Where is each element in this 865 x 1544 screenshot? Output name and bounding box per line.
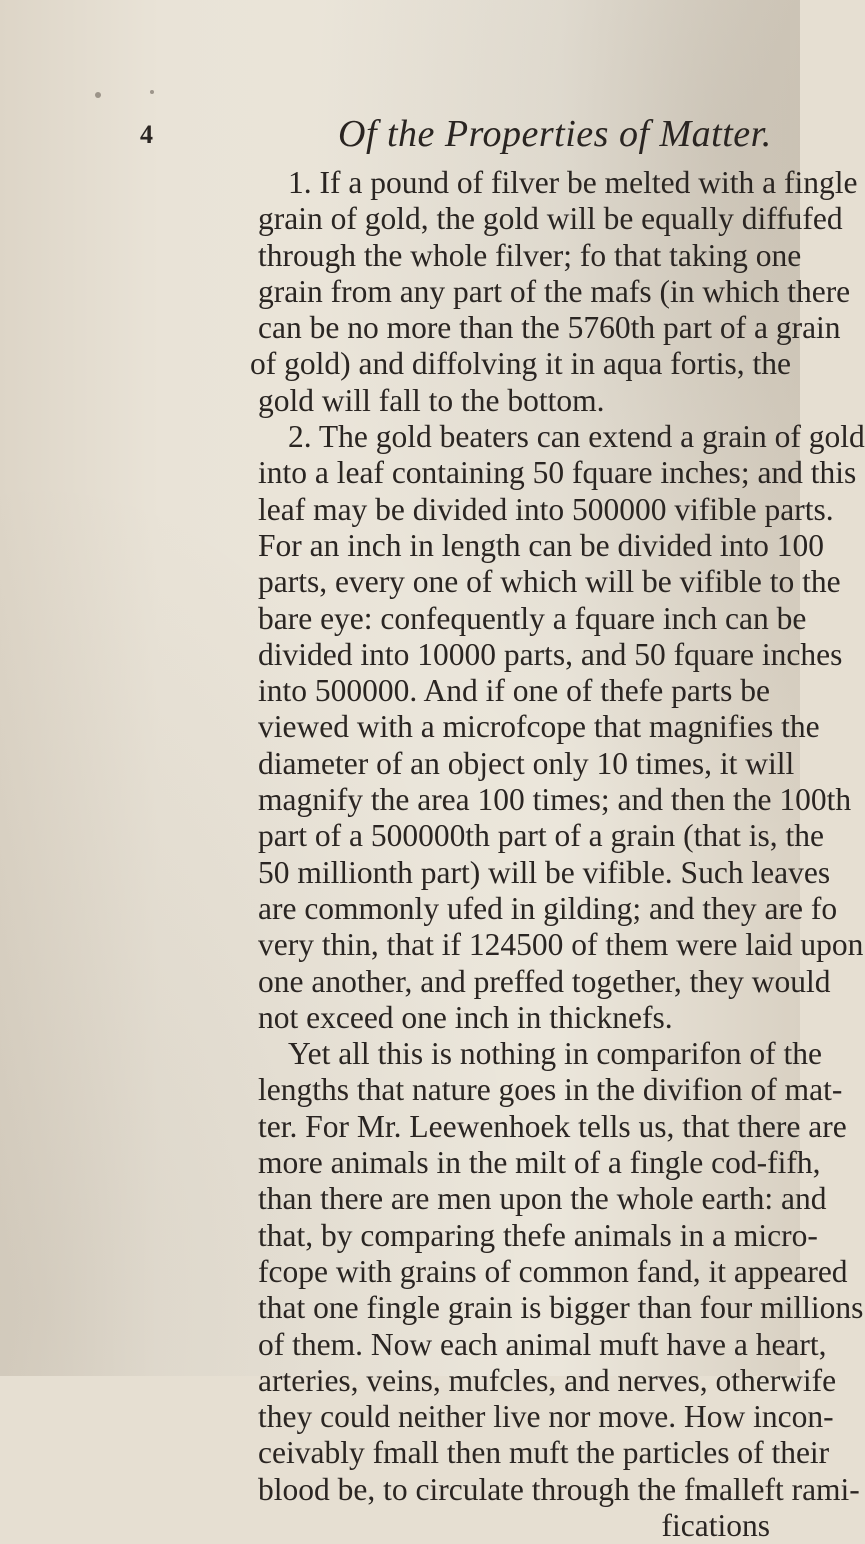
text-line: For an inch in length can be divided into 100 xyxy=(258,527,825,563)
text-line: 50 millionth part) will be vifible. Such leaves xyxy=(258,854,831,890)
text-line: are commonly ufed in gilding; and they are fo xyxy=(258,890,838,926)
text-line: can be no more than the 5760th part of a grain xyxy=(258,310,841,346)
text-line: ter. For Mr. Leewenhoek tells us, that there are xyxy=(258,1108,847,1144)
running-head: Of the Properties of Matter. xyxy=(338,113,772,155)
text-line: blood be, to circulate through the fmalleft rami- xyxy=(258,1471,860,1507)
text-line: gold will fall to the bottom. xyxy=(258,382,605,418)
catchword: fications xyxy=(661,1507,770,1543)
text-line: magnify the area 100 times; and then the 100th xyxy=(258,782,852,818)
text-line: grain of gold, the gold will be equally diffufed xyxy=(258,201,843,237)
text-line: leaf may be divided into 500000 vifible parts. xyxy=(258,491,834,527)
text-line: ceivably fmall then muft the particles of their xyxy=(258,1435,830,1471)
text-line: not exceed one inch in thicknefs. xyxy=(258,999,673,1035)
text-line: 1. If a pound of filver be melted with a fingle xyxy=(288,165,858,200)
text-line: of them. Now each animal muft have a heart, xyxy=(258,1326,827,1362)
text-line: part of a 500000th part of a grain (that is, the xyxy=(258,818,824,854)
page-number: 4 xyxy=(140,120,153,149)
text-line: viewed with a microfcope that magnifies the xyxy=(258,709,820,745)
text-line: grain from any part of the mafs (in which there xyxy=(258,273,851,309)
text-line: through the whole filver; fo that taking one xyxy=(258,237,802,273)
text-line: into 500000. And if one of thefe parts be xyxy=(258,673,770,709)
text-line: divided into 10000 parts, and 50 fquare inches xyxy=(258,636,843,672)
ink-spot xyxy=(150,90,154,94)
text-line: diameter of an object only 10 times, it will xyxy=(258,745,795,781)
text-line: lengths that nature goes in the divifion of mat- xyxy=(258,1072,843,1108)
text-line: parts, every one of which will be vifible to the xyxy=(258,564,841,600)
body-text xyxy=(250,165,865,1544)
text-line: arteries, veins, mufcles, and nerves, otherwife xyxy=(258,1362,837,1398)
text-line: one another, and preffed together, they would xyxy=(258,963,831,999)
ink-spot xyxy=(95,92,101,98)
text-line: more animals in the milt of a fingle cod-fifh, xyxy=(258,1145,821,1181)
text-line: than there are men upon the whole earth: and xyxy=(258,1181,827,1217)
text-line: 2. The gold beaters can extend a grain of gold xyxy=(288,419,865,455)
text-line: very thin, that if 124500 of them were laid upon xyxy=(258,927,864,963)
text-line: that one fingle grain is bigger than four millions xyxy=(258,1290,864,1326)
text-line: into a leaf containing 50 fquare inches; and this xyxy=(258,455,857,491)
text-line: they could neither live nor move. How incon- xyxy=(258,1399,834,1435)
text-line: bare eye: confequently a fquare inch can be xyxy=(258,600,807,636)
text-line: Yet all this is nothing in comparifon of the xyxy=(288,1036,823,1072)
text-line: of gold) and diffolving it in aqua fortis, the xyxy=(250,346,791,382)
text-line: fcope with grains of common fand, it appeared xyxy=(258,1253,848,1289)
text-line: that, by comparing thefe animals in a micro- xyxy=(258,1217,818,1253)
